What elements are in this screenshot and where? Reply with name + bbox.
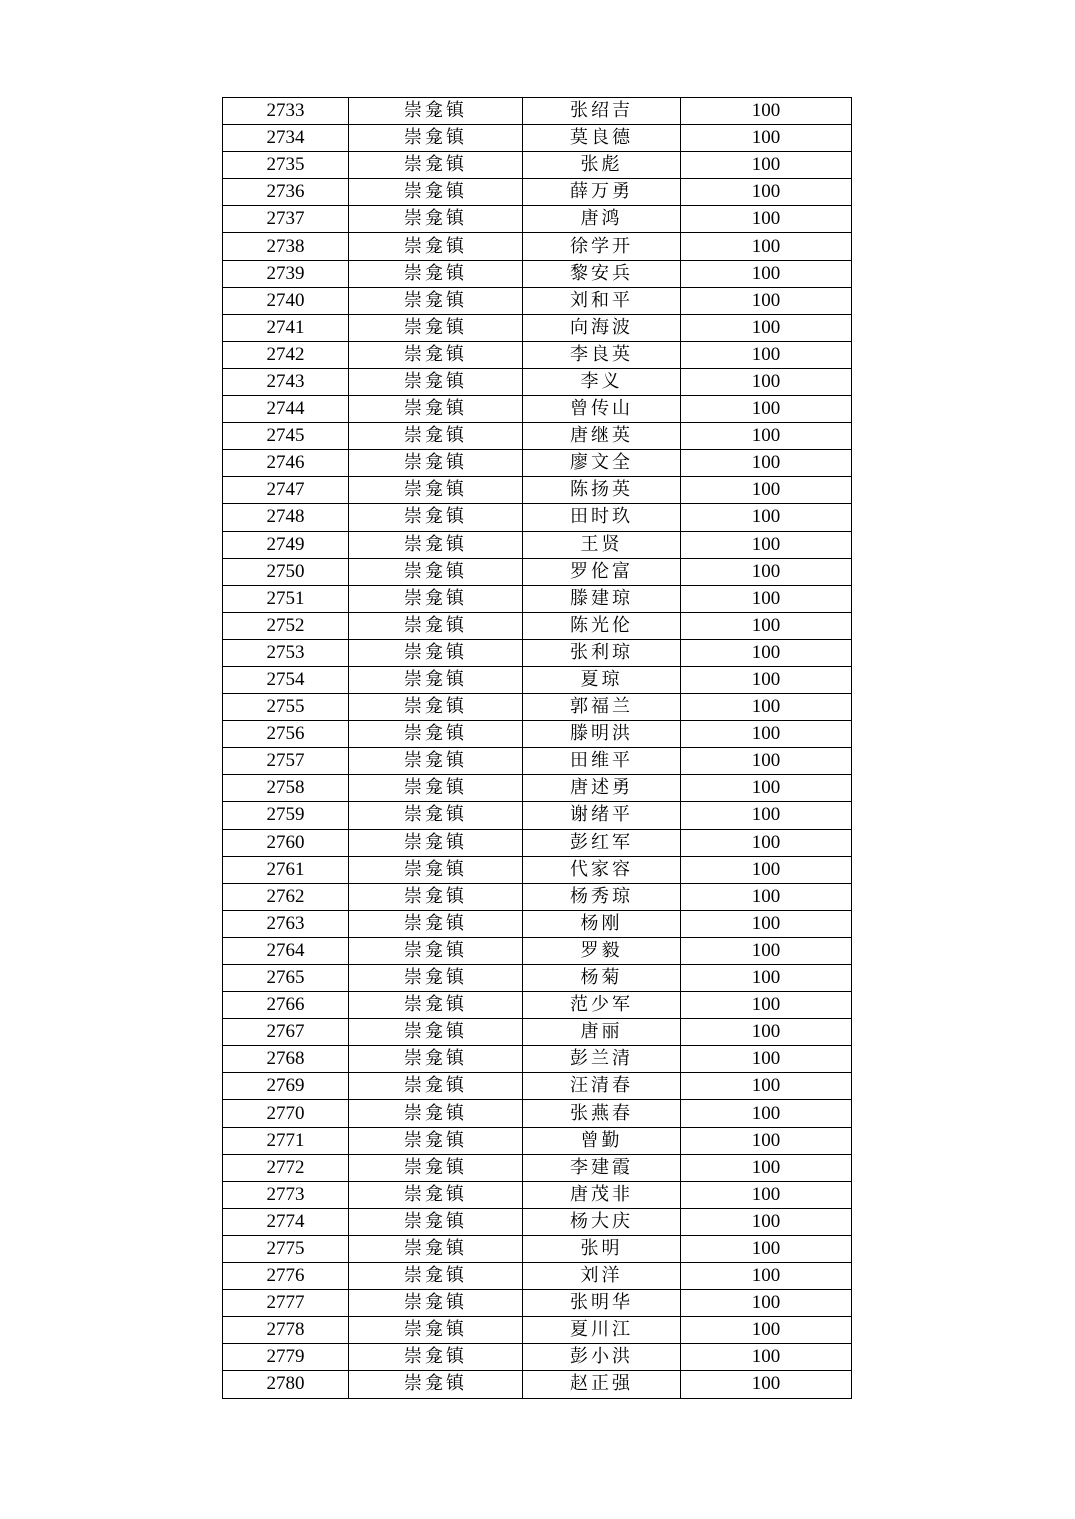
amount-cell: 100: [681, 666, 852, 693]
amount-cell: 100: [681, 368, 852, 395]
row-number-cell: 2760: [223, 829, 349, 856]
amount-cell: 100: [681, 450, 852, 477]
town-cell: 崇龛镇: [349, 1073, 523, 1100]
row-number-cell: 2743: [223, 368, 349, 395]
row-number-cell: 2763: [223, 910, 349, 937]
town-cell: 崇龛镇: [349, 1263, 523, 1290]
row-number-cell: 2765: [223, 965, 349, 992]
amount-cell: 100: [681, 1181, 852, 1208]
row-number-cell: 2772: [223, 1154, 349, 1181]
table-row: [223, 1127, 852, 1154]
town-cell: 崇龛镇: [349, 260, 523, 287]
person-name-cell: 刘洋: [523, 1263, 681, 1290]
row-number-cell: 2736: [223, 179, 349, 206]
amount-cell: 100: [681, 1344, 852, 1371]
town-cell: 崇龛镇: [349, 721, 523, 748]
person-name-cell: 莫良德: [523, 125, 681, 152]
amount-cell: 100: [681, 423, 852, 450]
row-number-cell: 2754: [223, 666, 349, 693]
person-name-cell: 唐述勇: [523, 775, 681, 802]
row-number-cell: 2771: [223, 1127, 349, 1154]
amount-cell: 100: [681, 775, 852, 802]
row-number-cell: 2768: [223, 1046, 349, 1073]
table-row: [223, 314, 852, 341]
amount-cell: 100: [681, 477, 852, 504]
town-cell: 崇龛镇: [349, 125, 523, 152]
amount-cell: 100: [681, 1208, 852, 1235]
row-number-cell: 2742: [223, 341, 349, 368]
person-name-cell: 唐鸿: [523, 206, 681, 233]
amount-cell: 100: [681, 531, 852, 558]
table-row: [223, 1046, 852, 1073]
table-row: [223, 152, 852, 179]
amount-cell: 100: [681, 694, 852, 721]
amount-cell: 100: [681, 341, 852, 368]
town-cell: 崇龛镇: [349, 1019, 523, 1046]
town-cell: 崇龛镇: [349, 206, 523, 233]
amount-cell: 100: [681, 1371, 852, 1398]
amount-cell: 100: [681, 1263, 852, 1290]
town-cell: 崇龛镇: [349, 585, 523, 612]
person-name-cell: 李义: [523, 368, 681, 395]
table-row: [223, 423, 852, 450]
town-cell: 崇龛镇: [349, 558, 523, 585]
amount-cell: 100: [681, 1019, 852, 1046]
table-row: [223, 937, 852, 964]
town-cell: 崇龛镇: [349, 179, 523, 206]
amount-cell: 100: [681, 639, 852, 666]
town-cell: 崇龛镇: [349, 856, 523, 883]
row-number-cell: 2744: [223, 396, 349, 423]
person-name-cell: 罗伦富: [523, 558, 681, 585]
row-number-cell: 2745: [223, 423, 349, 450]
person-name-cell: 谢绪平: [523, 802, 681, 829]
table-row: [223, 1073, 852, 1100]
row-number-cell: 2741: [223, 314, 349, 341]
person-name-cell: 唐继英: [523, 423, 681, 450]
row-number-cell: 2735: [223, 152, 349, 179]
town-cell: 崇龛镇: [349, 98, 523, 125]
row-number-cell: 2757: [223, 748, 349, 775]
amount-cell: 100: [681, 504, 852, 531]
person-name-cell: 刘和平: [523, 287, 681, 314]
town-cell: 崇龛镇: [349, 368, 523, 395]
table-row: [223, 368, 852, 395]
amount-cell: 100: [681, 260, 852, 287]
table-row: [223, 965, 852, 992]
town-cell: 崇龛镇: [349, 748, 523, 775]
person-name-cell: 张明华: [523, 1290, 681, 1317]
row-number-cell: 2751: [223, 585, 349, 612]
amount-cell: 100: [681, 206, 852, 233]
person-name-cell: 张绍吉: [523, 98, 681, 125]
town-cell: 崇龛镇: [349, 1046, 523, 1073]
town-cell: 崇龛镇: [349, 965, 523, 992]
row-number-cell: 2779: [223, 1344, 349, 1371]
person-name-cell: 唐丽: [523, 1019, 681, 1046]
table-row: [223, 1235, 852, 1262]
person-name-cell: 向海波: [523, 314, 681, 341]
row-number-cell: 2753: [223, 639, 349, 666]
table-row: [223, 1317, 852, 1344]
row-number-cell: 2776: [223, 1263, 349, 1290]
table-row: [223, 992, 852, 1019]
table-row: [223, 694, 852, 721]
town-cell: 崇龛镇: [349, 341, 523, 368]
person-name-cell: 徐学开: [523, 233, 681, 260]
person-name-cell: 田时玖: [523, 504, 681, 531]
table-row: [223, 341, 852, 368]
table-row: [223, 179, 852, 206]
row-number-cell: 2758: [223, 775, 349, 802]
town-cell: 崇龛镇: [349, 233, 523, 260]
table-row: [223, 585, 852, 612]
town-cell: 崇龛镇: [349, 1127, 523, 1154]
person-name-cell: 廖文全: [523, 450, 681, 477]
person-name-cell: 彭兰清: [523, 1046, 681, 1073]
row-number-cell: 2775: [223, 1235, 349, 1262]
table-row: [223, 910, 852, 937]
person-name-cell: 曾勤: [523, 1127, 681, 1154]
row-number-cell: 2777: [223, 1290, 349, 1317]
row-number-cell: 2767: [223, 1019, 349, 1046]
town-cell: 崇龛镇: [349, 1208, 523, 1235]
amount-cell: 100: [681, 1317, 852, 1344]
person-name-cell: 陈扬英: [523, 477, 681, 504]
table-row: [223, 883, 852, 910]
row-number-cell: 2733: [223, 98, 349, 125]
amount-cell: 100: [681, 829, 852, 856]
table-row: [223, 1019, 852, 1046]
person-name-cell: 杨秀琼: [523, 883, 681, 910]
table-row: [223, 856, 852, 883]
person-name-cell: 张利琼: [523, 639, 681, 666]
town-cell: 崇龛镇: [349, 450, 523, 477]
row-number-cell: 2752: [223, 612, 349, 639]
town-cell: 崇龛镇: [349, 775, 523, 802]
person-name-cell: 田维平: [523, 748, 681, 775]
amount-cell: 100: [681, 1100, 852, 1127]
row-number-cell: 2762: [223, 883, 349, 910]
table-row: [223, 396, 852, 423]
table-row: [223, 504, 852, 531]
table-row: [223, 612, 852, 639]
amount-cell: 100: [681, 1290, 852, 1317]
person-name-cell: 杨菊: [523, 965, 681, 992]
town-cell: 崇龛镇: [349, 883, 523, 910]
table-row: [223, 558, 852, 585]
table-row: [223, 666, 852, 693]
table-row: [223, 477, 852, 504]
table-row: [223, 1290, 852, 1317]
amount-cell: 100: [681, 1046, 852, 1073]
row-number-cell: 2734: [223, 125, 349, 152]
town-cell: 崇龛镇: [349, 314, 523, 341]
person-name-cell: 唐茂非: [523, 1181, 681, 1208]
town-cell: 崇龛镇: [349, 1100, 523, 1127]
row-number-cell: 2756: [223, 721, 349, 748]
person-name-cell: 黎安兵: [523, 260, 681, 287]
town-cell: 崇龛镇: [349, 1181, 523, 1208]
person-name-cell: 代家容: [523, 856, 681, 883]
amount-cell: 100: [681, 965, 852, 992]
person-name-cell: 汪清春: [523, 1073, 681, 1100]
row-number-cell: 2766: [223, 992, 349, 1019]
table-row: [223, 829, 852, 856]
data-table: [222, 97, 852, 1399]
row-number-cell: 2746: [223, 450, 349, 477]
person-name-cell: 曾传山: [523, 396, 681, 423]
amount-cell: 100: [681, 1235, 852, 1262]
row-number-cell: 2759: [223, 802, 349, 829]
person-name-cell: 李建霞: [523, 1154, 681, 1181]
table-row: [223, 206, 852, 233]
town-cell: 崇龛镇: [349, 992, 523, 1019]
town-cell: 崇龛镇: [349, 1371, 523, 1398]
amount-cell: 100: [681, 721, 852, 748]
person-name-cell: 罗毅: [523, 937, 681, 964]
amount-cell: 100: [681, 802, 852, 829]
person-name-cell: 滕明洪: [523, 721, 681, 748]
table-row: [223, 1208, 852, 1235]
town-cell: 崇龛镇: [349, 477, 523, 504]
table-row: [223, 233, 852, 260]
person-name-cell: 张燕春: [523, 1100, 681, 1127]
town-cell: 崇龛镇: [349, 1235, 523, 1262]
person-name-cell: 薛万勇: [523, 179, 681, 206]
amount-cell: 100: [681, 585, 852, 612]
person-name-cell: 范少军: [523, 992, 681, 1019]
amount-cell: 100: [681, 856, 852, 883]
row-number-cell: 2739: [223, 260, 349, 287]
amount-cell: 100: [681, 1154, 852, 1181]
town-cell: 崇龛镇: [349, 639, 523, 666]
row-number-cell: 2770: [223, 1100, 349, 1127]
town-cell: 崇龛镇: [349, 1154, 523, 1181]
town-cell: 崇龛镇: [349, 504, 523, 531]
amount-cell: 100: [681, 1073, 852, 1100]
amount-cell: 100: [681, 233, 852, 260]
row-number-cell: 2737: [223, 206, 349, 233]
town-cell: 崇龛镇: [349, 152, 523, 179]
row-number-cell: 2773: [223, 1181, 349, 1208]
table-row: [223, 98, 852, 125]
amount-cell: 100: [681, 179, 852, 206]
table-row: [223, 450, 852, 477]
table-row: [223, 1100, 852, 1127]
row-number-cell: 2740: [223, 287, 349, 314]
table-row: [223, 287, 852, 314]
table-row: [223, 721, 852, 748]
amount-cell: 100: [681, 152, 852, 179]
row-number-cell: 2748: [223, 504, 349, 531]
table-row: [223, 1154, 852, 1181]
row-number-cell: 2747: [223, 477, 349, 504]
table-row: [223, 1371, 852, 1398]
person-name-cell: 李良英: [523, 341, 681, 368]
town-cell: 崇龛镇: [349, 1290, 523, 1317]
amount-cell: 100: [681, 937, 852, 964]
amount-cell: 100: [681, 910, 852, 937]
amount-cell: 100: [681, 287, 852, 314]
person-name-cell: 郭福兰: [523, 694, 681, 721]
person-name-cell: 杨刚: [523, 910, 681, 937]
table-row: [223, 531, 852, 558]
row-number-cell: 2764: [223, 937, 349, 964]
person-name-cell: 张彪: [523, 152, 681, 179]
amount-cell: 100: [681, 883, 852, 910]
person-name-cell: 张明: [523, 1235, 681, 1262]
town-cell: 崇龛镇: [349, 694, 523, 721]
amount-cell: 100: [681, 612, 852, 639]
person-name-cell: 王贤: [523, 531, 681, 558]
town-cell: 崇龛镇: [349, 910, 523, 937]
row-number-cell: 2761: [223, 856, 349, 883]
row-number-cell: 2780: [223, 1371, 349, 1398]
amount-cell: 100: [681, 125, 852, 152]
amount-cell: 100: [681, 1127, 852, 1154]
row-number-cell: 2755: [223, 694, 349, 721]
amount-cell: 100: [681, 992, 852, 1019]
town-cell: 崇龛镇: [349, 396, 523, 423]
amount-cell: 100: [681, 396, 852, 423]
table-body: [223, 98, 852, 1399]
person-name-cell: 夏琼: [523, 666, 681, 693]
person-name-cell: 夏川江: [523, 1317, 681, 1344]
row-number-cell: 2749: [223, 531, 349, 558]
person-name-cell: 赵正强: [523, 1371, 681, 1398]
town-cell: 崇龛镇: [349, 666, 523, 693]
town-cell: 崇龛镇: [349, 937, 523, 964]
town-cell: 崇龛镇: [349, 423, 523, 450]
town-cell: 崇龛镇: [349, 829, 523, 856]
town-cell: 崇龛镇: [349, 802, 523, 829]
row-number-cell: 2769: [223, 1073, 349, 1100]
amount-cell: 100: [681, 314, 852, 341]
table-row: [223, 260, 852, 287]
town-cell: 崇龛镇: [349, 1344, 523, 1371]
town-cell: 崇龛镇: [349, 531, 523, 558]
person-name-cell: 陈光伦: [523, 612, 681, 639]
table-row: [223, 775, 852, 802]
town-cell: 崇龛镇: [349, 1317, 523, 1344]
table-row: [223, 748, 852, 775]
row-number-cell: 2774: [223, 1208, 349, 1235]
person-name-cell: 滕建琼: [523, 585, 681, 612]
amount-cell: 100: [681, 98, 852, 125]
person-name-cell: 杨大庆: [523, 1208, 681, 1235]
person-name-cell: 彭小洪: [523, 1344, 681, 1371]
amount-cell: 100: [681, 748, 852, 775]
row-number-cell: 2750: [223, 558, 349, 585]
table-row: [223, 125, 852, 152]
row-number-cell: 2778: [223, 1317, 349, 1344]
table-row: [223, 1181, 852, 1208]
table-row: [223, 1344, 852, 1371]
town-cell: 崇龛镇: [349, 612, 523, 639]
table-row: [223, 639, 852, 666]
table-row: [223, 1263, 852, 1290]
row-number-cell: 2738: [223, 233, 349, 260]
amount-cell: 100: [681, 558, 852, 585]
person-name-cell: 彭红军: [523, 829, 681, 856]
town-cell: 崇龛镇: [349, 287, 523, 314]
table-row: [223, 802, 852, 829]
